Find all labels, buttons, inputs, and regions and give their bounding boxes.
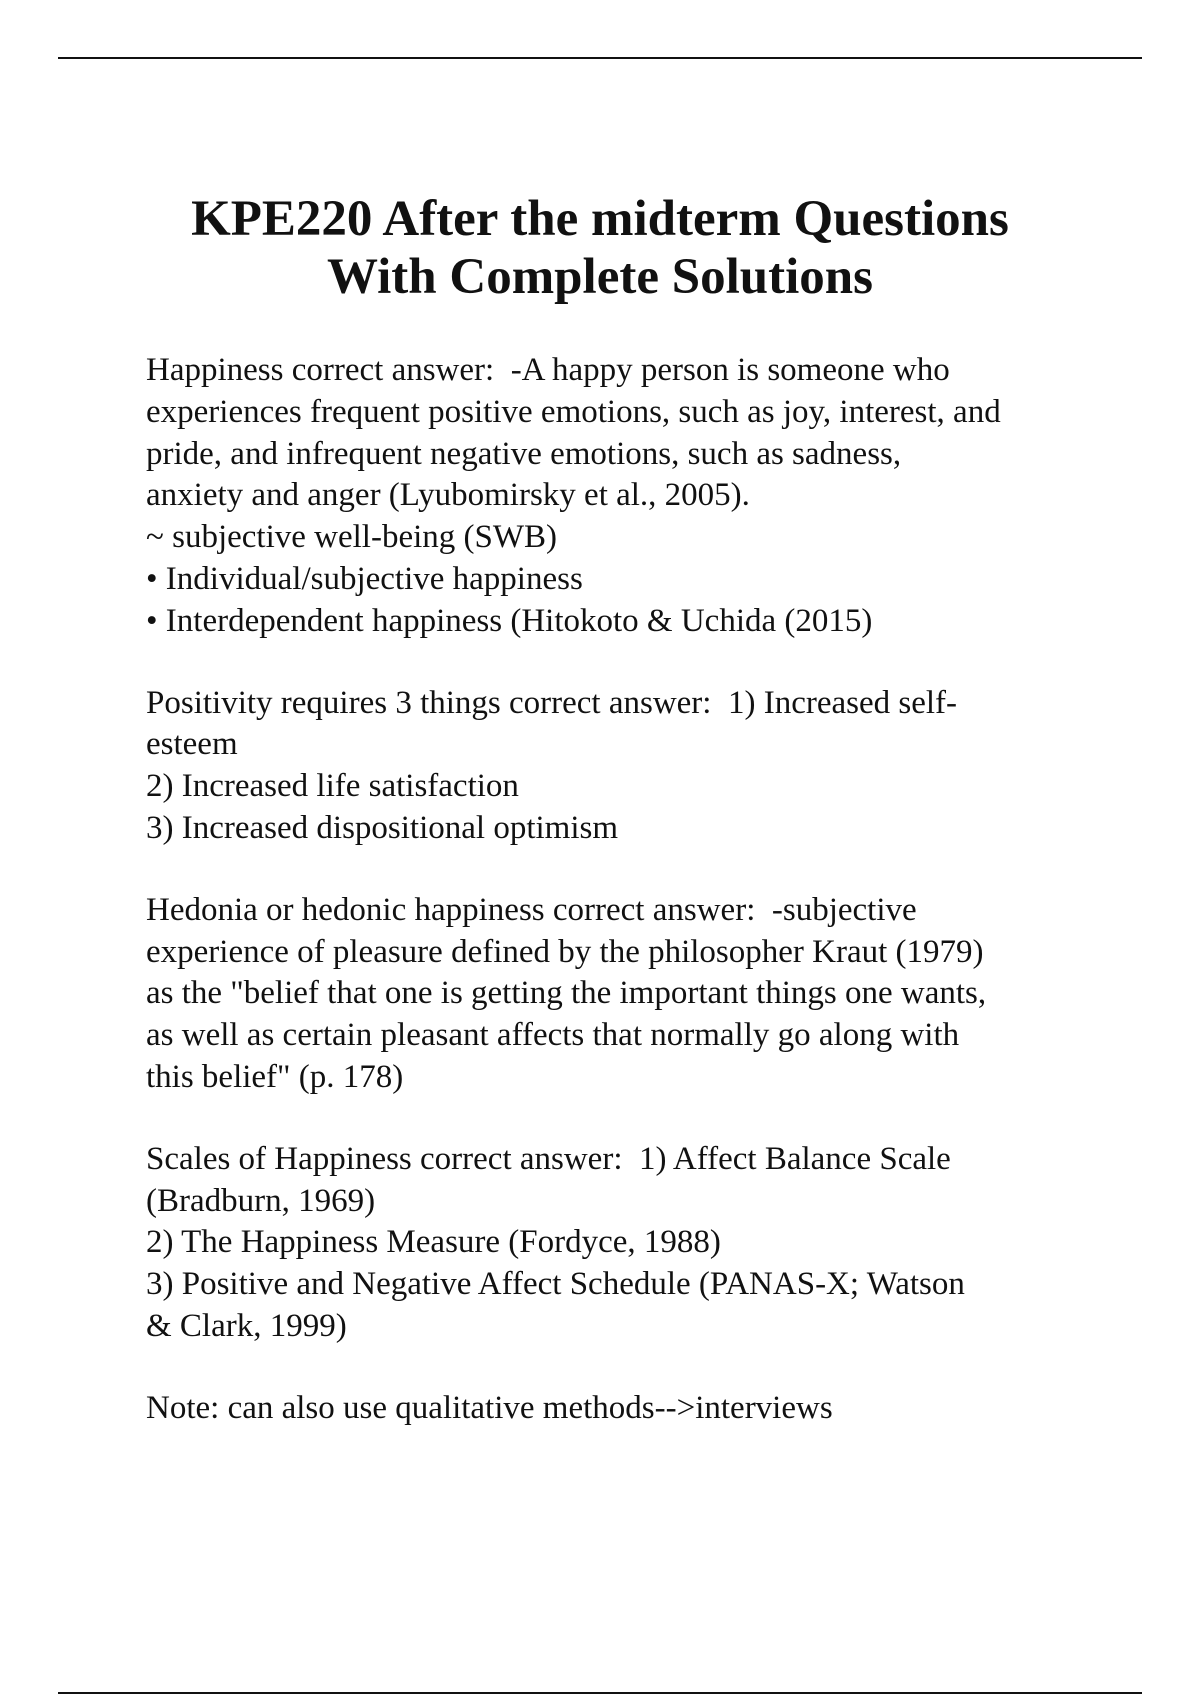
text-line: ~ subjective well-being (SWB) bbox=[146, 519, 558, 556]
text-line: as well as certain pleasant affects that normally go along with bbox=[146, 1017, 960, 1054]
text-line: 3) Increased dispositional optimism bbox=[146, 809, 619, 846]
document-body bbox=[146, 350, 1106, 1430]
text-line: Happiness correct answer: -A happy person is someone who bbox=[146, 352, 950, 388]
qa-hedonia bbox=[146, 890, 1106, 1099]
text-line: Scales of Happiness correct answer: 1) Affect Balance Scale bbox=[146, 1140, 951, 1177]
qa-positivity bbox=[146, 683, 1106, 850]
text-line: 2) The Happiness Measure (Fordyce, 1988) bbox=[146, 1224, 721, 1261]
title-line: With Complete Solutions bbox=[327, 249, 873, 305]
text-line: 2) Increased life satisfaction bbox=[146, 768, 519, 805]
text-line: experiences frequent positive emotions, such as joy, interest, and bbox=[146, 393, 1001, 430]
text-line: anxiety and anger (Lyubomirsky et al., 2005). bbox=[146, 477, 750, 514]
text-line: as the "belief that one is getting the important things one wants, bbox=[146, 975, 987, 1012]
text-line: experience of pleasure defined by the philosopher Kraut (1979) bbox=[146, 933, 984, 970]
bullet-line: • Interdependent happiness (Hitokoto & Uchida (2015) bbox=[146, 602, 873, 639]
document-title bbox=[100, 190, 1100, 306]
qa-happiness bbox=[146, 350, 1106, 643]
text-line: Note: can also use qualitative methods-->interviews bbox=[146, 1389, 833, 1426]
qa-scales bbox=[146, 1139, 1106, 1348]
text-line: (Bradburn, 1969) bbox=[146, 1182, 376, 1219]
text-line: this belief" (p. 178) bbox=[146, 1058, 404, 1095]
bottom-rule bbox=[58, 1692, 1142, 1694]
text-line: Positivity requires 3 things correct answer: 1) Increased self- bbox=[146, 684, 957, 721]
text-line: 3) Positive and Negative Affect Schedule (PANAS-X; Watson bbox=[146, 1266, 965, 1303]
text-line: & Clark, 1999) bbox=[146, 1307, 347, 1344]
title-line: KPE220 After the midterm Questions bbox=[191, 191, 1009, 247]
top-rule bbox=[58, 57, 1142, 59]
note bbox=[146, 1388, 1106, 1430]
text-line: Hedonia or hedonic happiness correct answer: -subjective bbox=[146, 891, 917, 928]
text-line: esteem bbox=[146, 726, 238, 763]
bullet-line: • Individual/subjective happiness bbox=[146, 560, 583, 597]
text-line: pride, and infrequent negative emotions, such as sadness, bbox=[146, 435, 902, 472]
